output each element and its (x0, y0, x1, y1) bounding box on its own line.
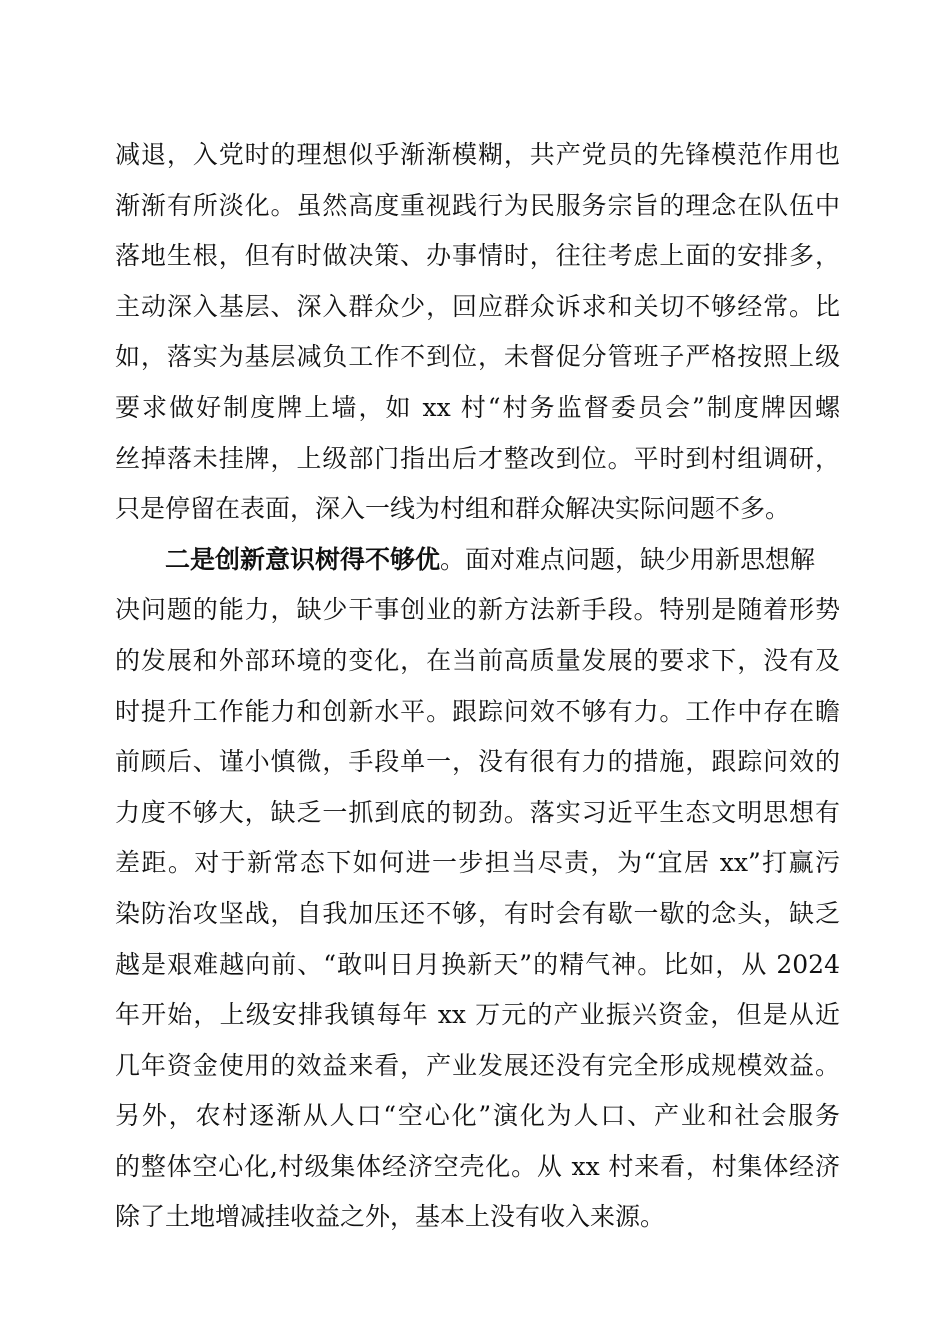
text-line: 只是停留在表面，深入一线为村组和群众解决实际问题不多。 (115, 494, 791, 524)
paragraph-heading: 二是创新意识树得不够优 (165, 544, 441, 574)
text-line: 几年资金使用的效益来看，产业发展还没有完全形成规模效益。 (115, 1050, 840, 1080)
text-line: 染防治攻坚战，自我加压还不够，有时会有歇一歇的念头，缺乏 (115, 898, 840, 928)
text-line: 的发展和外部环境的变化，在当前高质量发展的要求下，没有及 (115, 645, 840, 675)
text-line: 要求做好制度牌上墙，如 xx 村“村务监督委员会”制度牌因螺 (115, 392, 840, 422)
text-line: 如，落实为基层减负工作不到位，未督促分管班子严格按照上级 (115, 342, 840, 372)
text-line: 的整体空心化,村级集体经济空壳化。从 xx 村来看，村集体经济 (115, 1151, 840, 1181)
text-line-first (115, 535, 840, 586)
text-line: 主动深入基层、深入群众少，回应群众诉求和关切不够经常。比 (115, 291, 840, 321)
text-line: 另外，农村逐渐从人口“空心化”演化为人口、产业和社会服务 (115, 1101, 840, 1131)
text-line: 丝掉落未挂牌，上级部门指出后才整改到位。平时到村组调研， (115, 443, 840, 473)
text-line: 越是艰难越向前、“敢叫日月换新天”的精气神。比如，从 2024 (115, 949, 840, 979)
paragraph-1 (115, 130, 840, 535)
text-line: 力度不够大，缺乏一抓到底的韧劲。落实习近平生态文明思想有 (115, 797, 840, 827)
text-line: 减退，入党时的理想似乎渐渐模糊，共产党员的先锋模范作用也 (115, 140, 840, 169)
text-line: 时提升工作能力和创新水平。跟踪问效不够有力。工作中存在瞻 (115, 696, 840, 726)
document-body (115, 130, 840, 1243)
text-line: 年开始，上级安排我镇每年 xx 万元的产业振兴资金，但是从近 (115, 1000, 840, 1030)
text-line: 落地生根，但有时做决策、办事情时，往往考虑上面的安排多， (115, 241, 840, 271)
text-line: 差距。对于新常态下如何进一步担当尽责，为“宜居 xx”打赢污 (115, 848, 840, 878)
text-line: 前顾后、谨小慎微，手段单一，没有很有力的措施，跟踪问效的 (115, 747, 840, 777)
heading-line-rest: 。面对难点问题，缺少用新思想解 (440, 544, 816, 574)
text-line: 决问题的能力，缺少干事创业的新方法新手段。特别是随着形势 (115, 595, 840, 625)
paragraph-2 (115, 535, 840, 1243)
text-line: 渐渐有所淡化。虽然高度重视践行为民服务宗旨的理念在队伍中 (115, 190, 840, 220)
text-line: 除了土地增减挂收益之外，基本上没有收入来源。 (115, 1202, 666, 1232)
